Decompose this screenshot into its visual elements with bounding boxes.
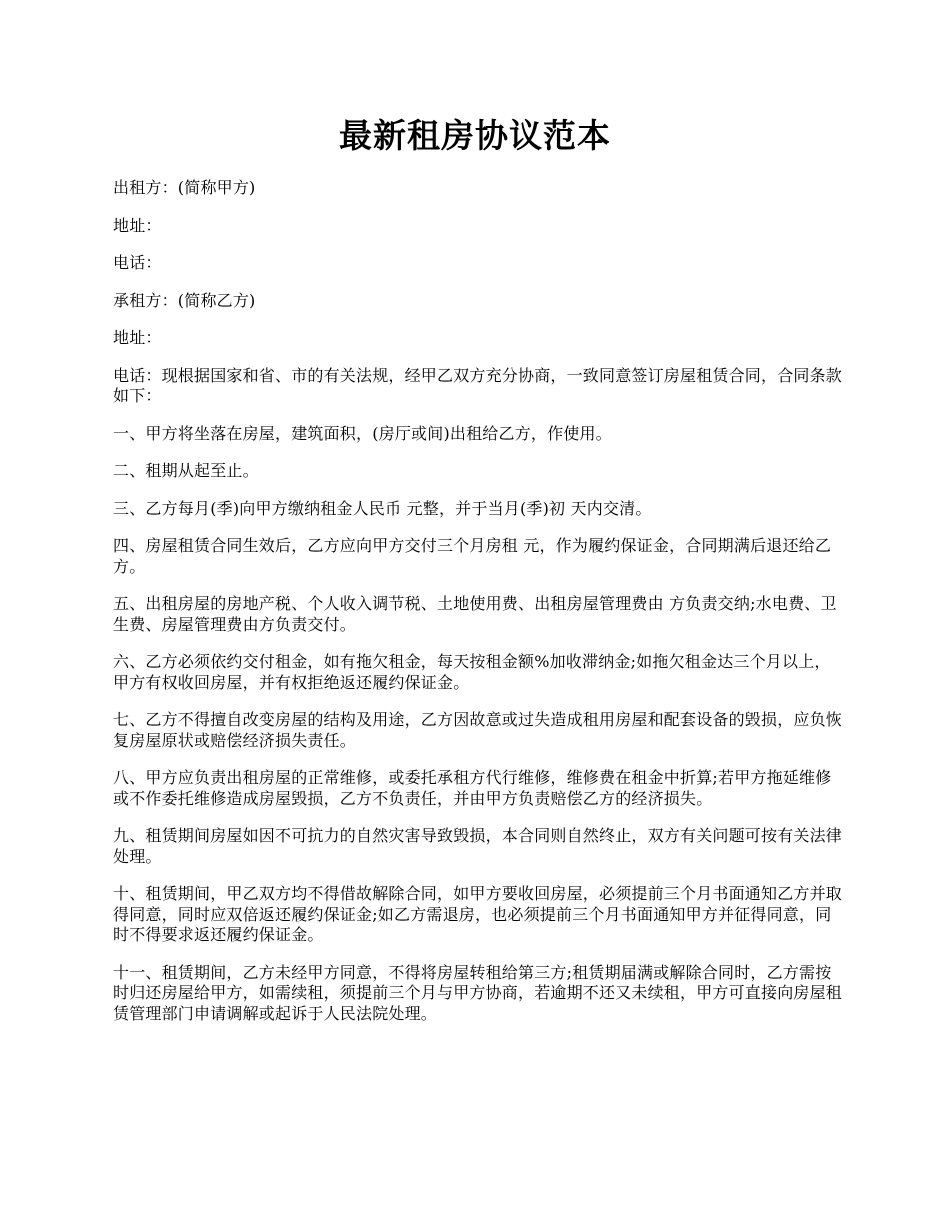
- clause-6: 六、乙方必须依约交付租金，如有拖欠租金，每天按租金额%加收滞纳金;如拖欠租金达三个月以上，甲方有权收回房屋，并有权拒绝返还履约保证金。: [113, 652, 831, 692]
- paragraph-lessor-address: 地址：: [113, 215, 162, 235]
- paragraph-lessor-phone: 电话：: [113, 253, 162, 272]
- document-body: [113, 178, 843, 1041]
- clause-5: 五、出租房屋的房地产税、个人收入调节税、土地使用费、出租房屋管理费由 方负责交纳;水电费、卫生费、房屋管理费由方负责交付。: [113, 594, 837, 634]
- clause-9: 九、租赁期间房屋如因不可抗力的自然灾害导致毁损，本合同则自然终止，双方有关问题可按有关法律处理。: [113, 826, 843, 866]
- paragraph-lessor: 出租方：(简称甲方): [113, 178, 256, 197]
- document-title: 最新租房协议范本: [339, 116, 611, 155]
- clause-11: 十一、租赁期间，乙方未经甲方同意，不得将房屋转租给第三方;租赁期届满或解除合同时，乙方需按时归还房屋给甲方，如需续租，须提前三个月与甲方协商，若逾期不还又未续租，甲方可直接向房屋租赁管理部门申请调解或起诉于人民法院处理。: [113, 962, 843, 1023]
- paragraph-lessee-address: 地址：: [113, 328, 162, 347]
- clause-4: 四、房屋租赁合同生效后，乙方应向甲方交付三个月房租 元，作为履约保证金，合同期满后退还给乙方。: [113, 536, 832, 576]
- clause-2: 二、租期从起至止。: [113, 461, 259, 480]
- paragraph-lessee: 承租方：(简称乙方): [113, 290, 256, 310]
- clause-1: 一、甲方将坐落在房屋，建筑面积，(房厅或间)出租给乙方，作使用。: [113, 423, 612, 443]
- clause-8: 八、甲方应负责出租房屋的正常维修，或委托承租方代行维修，维修费在租金中折算;若甲方拖延维修或不作委托维修造成房屋毁损，乙方不负责任，并由甲方负责赔偿乙方的经济损失。: [113, 768, 832, 808]
- paragraph-lessee-phone-preamble: 电话：现根据国家和省、市的有关法规，经甲乙双方充分协商，一致同意签订房屋租赁合同，合同条款如下：: [113, 365, 843, 405]
- clause-3: 三、乙方每月(季)向甲方缴纳租金人民币 元整，并于当月(季)初 天内交清。: [113, 498, 652, 518]
- clause-7: 七、乙方不得擅自改变房屋的结构及用途，乙方因故意或过失造成租用房屋和配套设备的毁损，应负恢复房屋原状或赔偿经济损失责任。: [113, 710, 843, 750]
- clause-10: 十、租赁期间，甲乙双方均不得借故解除合同，如甲方要收回房屋，必须提前三个月书面通知乙方并取得同意，同时应双倍返还履约保证金;如乙方需退房，也必须提前三个月书面通知甲方并征得同意，同时不得要求返还履约保证金。: [113, 884, 843, 944]
